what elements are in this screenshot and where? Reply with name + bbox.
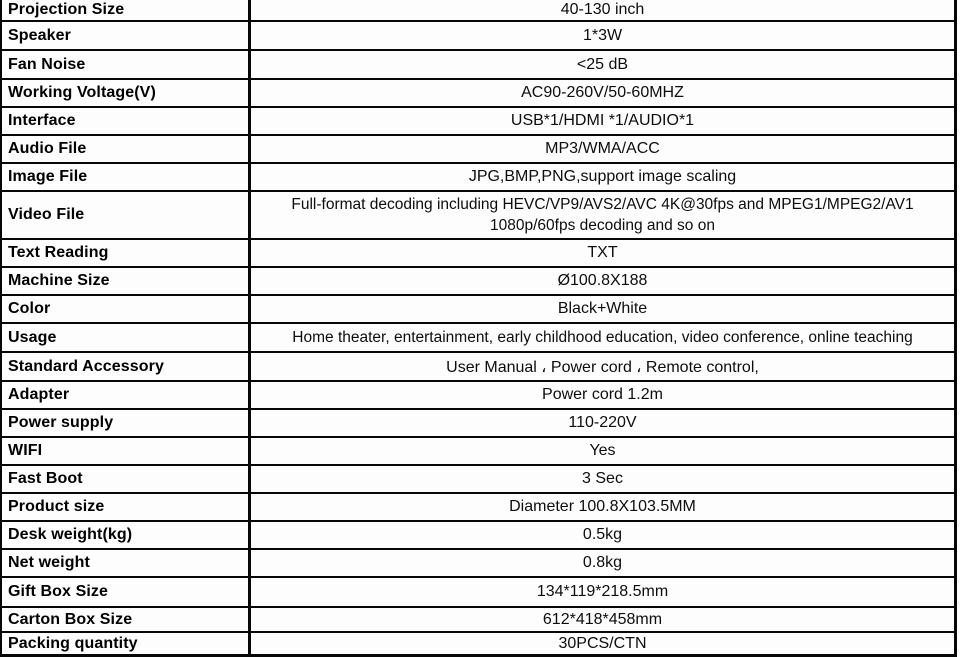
spec-value bbox=[251, 192, 954, 238]
spec-row-desk-weight bbox=[2, 522, 954, 550]
spec-label: Color bbox=[2, 296, 251, 322]
spec-value: Ø100.8X188 bbox=[557, 272, 648, 289]
spec-row-text-reading bbox=[2, 240, 954, 268]
spec-label: Gift Box Size bbox=[2, 578, 251, 606]
spec-row-product-size bbox=[2, 494, 954, 522]
spec-label: Image File bbox=[2, 164, 251, 190]
spec-label: Carton Box Size bbox=[2, 608, 251, 631]
spec-label: Product size bbox=[2, 494, 251, 520]
spec-value: Yes bbox=[589, 442, 616, 459]
spec-label: Usage bbox=[2, 324, 251, 351]
spec-row-wifi bbox=[2, 438, 954, 466]
spec-value: <25 dB bbox=[576, 55, 629, 73]
spec-value: 134*119*218.5mm bbox=[536, 583, 669, 600]
spec-row-carton-box-size bbox=[2, 608, 954, 633]
spec-row-power-supply bbox=[2, 410, 954, 438]
spec-label: Machine Size bbox=[2, 268, 251, 294]
spec-row-fan-noise bbox=[2, 51, 954, 80]
spec-value: 0.8kg bbox=[582, 554, 623, 571]
spec-value: 0.5kg bbox=[582, 526, 623, 543]
spec-label: Audio File bbox=[2, 136, 251, 162]
spec-value: 3 Sec bbox=[582, 470, 623, 487]
spec-row-fast-boot bbox=[2, 466, 954, 494]
spec-value: AC90-260V/50-60MHZ bbox=[521, 84, 684, 101]
spec-row-projection-size bbox=[2, 0, 954, 22]
spec-value: 110-220V bbox=[568, 414, 637, 431]
spec-row-packing-quantity bbox=[2, 633, 954, 655]
spec-value: Black+White bbox=[557, 300, 648, 317]
spec-label: Text Reading bbox=[2, 240, 251, 266]
spec-label: Net weight bbox=[2, 550, 251, 576]
spec-label: Working Voltage(V) bbox=[2, 80, 251, 106]
spec-row-machine-size bbox=[2, 268, 954, 296]
spec-row-audio-file bbox=[2, 136, 954, 164]
spec-row-speaker bbox=[2, 22, 954, 51]
spec-value: Diameter 100.8X103.5MM bbox=[509, 498, 696, 515]
spec-row-video-file bbox=[2, 192, 954, 240]
spec-row-standard-accessory bbox=[2, 353, 954, 382]
spec-row-image-file bbox=[2, 164, 954, 192]
spec-value: 612*418*458mm bbox=[542, 610, 663, 628]
spec-row-working-voltage bbox=[2, 80, 954, 108]
spec-label: Fast Boot bbox=[2, 466, 251, 492]
spec-label: Packing quantity bbox=[2, 633, 251, 655]
spec-value: User Manual ، Power cord ، Remote control, bbox=[446, 358, 759, 376]
spec-value: 30PCS/CTN bbox=[558, 635, 647, 652]
spec-value: 40-130 inch bbox=[560, 1, 645, 18]
spec-value-line1: Full-format decoding including HEVC/VP9/AVS2/AVC 4K@30fps and MPEG1/MPEG2/AV1 bbox=[291, 196, 914, 213]
spec-row-usage bbox=[2, 324, 954, 353]
spec-value: JPG,BMP,PNG,support image scaling bbox=[468, 168, 737, 185]
spec-value: USB*1/HDMI *1/AUDIO*1 bbox=[510, 112, 695, 129]
spec-row-color bbox=[2, 296, 954, 324]
spec-label: Power supply bbox=[2, 410, 251, 436]
spec-label: Interface bbox=[2, 108, 251, 134]
spec-label: Speaker bbox=[2, 22, 251, 49]
spec-label: Video File bbox=[2, 192, 251, 238]
spec-row-interface bbox=[2, 108, 954, 136]
spec-row-gift-box-size bbox=[2, 578, 954, 608]
spec-label: WIFI bbox=[2, 438, 251, 464]
spec-value: Power cord 1.2m bbox=[542, 386, 663, 403]
spec-label: Projection Size bbox=[2, 0, 251, 20]
spec-label: Standard Accessory bbox=[2, 353, 251, 380]
spec-label: Desk weight(kg) bbox=[2, 522, 251, 548]
spec-value: MP3/WMA/ACC bbox=[545, 140, 660, 157]
spec-value: 1*3W bbox=[582, 26, 623, 44]
spec-label: Adapter bbox=[2, 382, 251, 408]
spec-row-adapter bbox=[2, 382, 954, 410]
spec-value-line2: 1080p/60fps decoding and so on bbox=[490, 217, 715, 234]
spec-label: Fan Noise bbox=[2, 51, 251, 78]
spec-value: Home theater, entertainment, early childhood education, video conference, online teaching bbox=[292, 328, 913, 346]
spec-value: TXT bbox=[587, 244, 618, 261]
spec-row-net-weight bbox=[2, 550, 954, 578]
